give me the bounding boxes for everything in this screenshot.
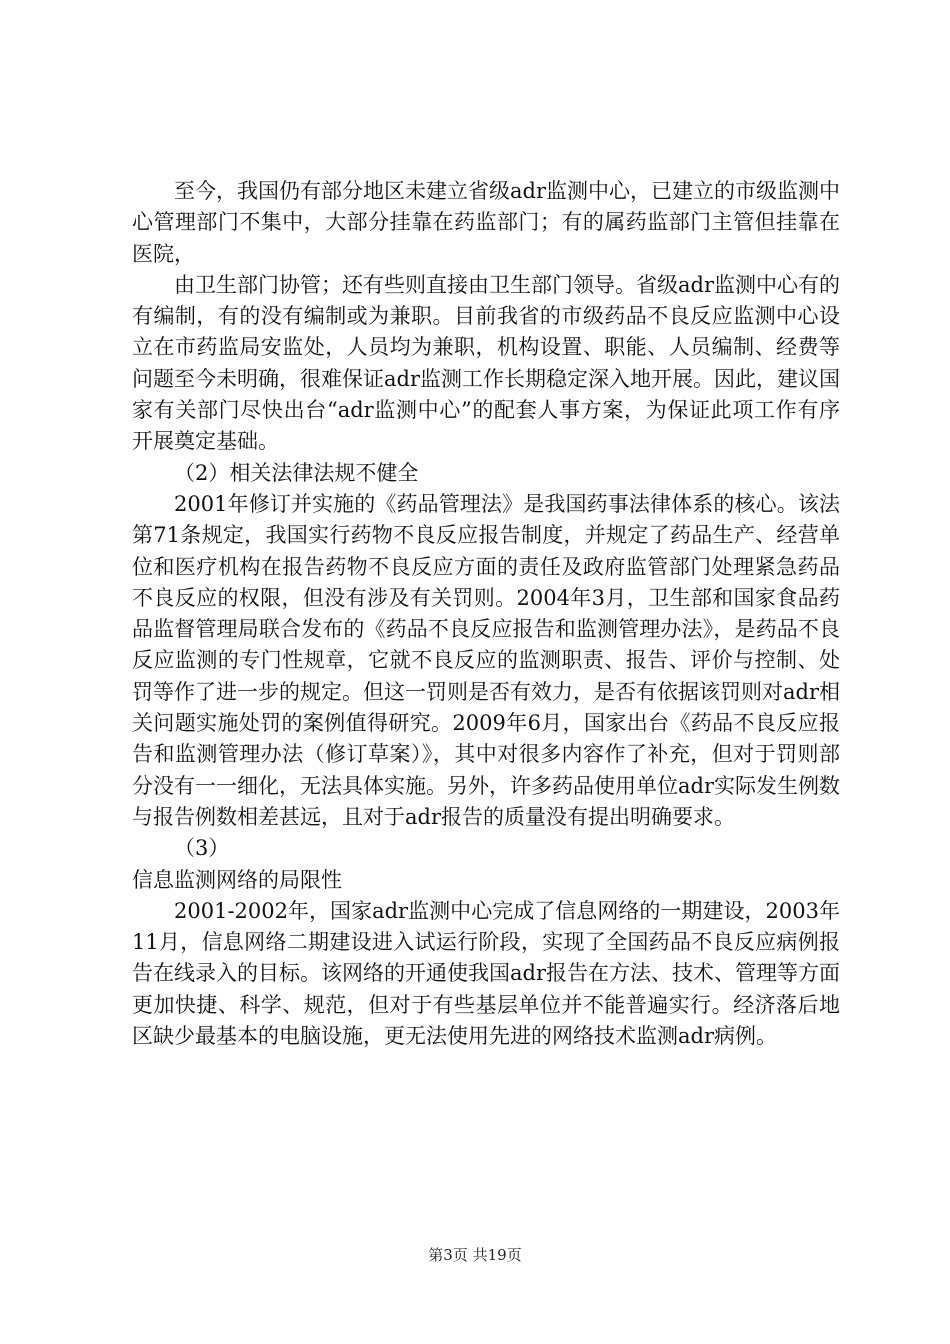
page-footer: 第3页 共19页	[428, 1246, 522, 1264]
document-body	[132, 176, 840, 1052]
paragraph-adr-centers: 至今，我国仍有部分地区未建立省级adr监测中心，已建立的市级监测中心管理部门不集中，大部分挂靠在药监部门；有的属药监部门主管但挂靠在医院，	[132, 179, 840, 266]
paragraph-health-dept: 由卫生部门协管；还有些则直接由卫生部门领导。省级adr监测中心有的有编制，有的没有编制或为兼职。目前我省的市级药品不良反应监测中心设立在市药监局安监处，人员均为兼职，机构设置、职能、人员编制、经费等问题至今未明确，很难保证adr监测工作长期稳定深入地开展。因此，建议国家有关部门尽快出台“adr监测中心”的配套人事方案，为保证此项工作有序开展奠定基础。	[132, 272, 840, 454]
paragraph-drug-law: 2001年修订并实施的《药品管理法》是我国药事法律体系的核心。该法第71条规定，我国实行药物不良反应报告制度，并规定了药品生产、经营单位和医疗机构在报告药物不良反应方面的责任及政府监管部门处理紧急药品不良反应的权限，但没有涉及有关罚则。2004年3月，卫生部和国家食品药品监督管理局联合发布的《药品不良反应报告和监测管理办法》，是药品不良反应监测的专门性规章，它就不良反应的监测职责、报告、评价与控制、处罚等作了进一步的规定。但这一罚则是否有效力，是否有依据该罚则对adr相关问题实施处罚的案例值得研究。2009年6月，国家出台《药品不良反应报告和监测管理办法（修订草案）》，其中对很多内容作了补充，但对于罚则部分没有一一细化，无法具体实施。另外，许多药品使用单位adr实际发生例数与报告例数相差甚远，且对于adr报告的质量没有提出明确要求。	[132, 491, 840, 829]
section-heading-laws: （2）相关法律法规不健全	[174, 460, 419, 485]
paragraph-network: 2001-2002年，国家adr监测中心完成了信息网络的一期建设，2003年11月，信息网络二期建设进入试运行阶段，实现了全国药品不良反应病例报告在线录入的目标。该网络的开通使我国adr报告在方法、技术、管理等方面更加快捷、科学、规范，但对于有些基层单位并不能普遍实行。经济落后地区缺少最基本的电脑设施，更无法使用先进的网络技术监测adr病例。	[132, 898, 840, 1049]
section-number-3: （3）	[174, 836, 230, 861]
section-heading-network: 信息监测网络的局限性	[132, 867, 342, 892]
